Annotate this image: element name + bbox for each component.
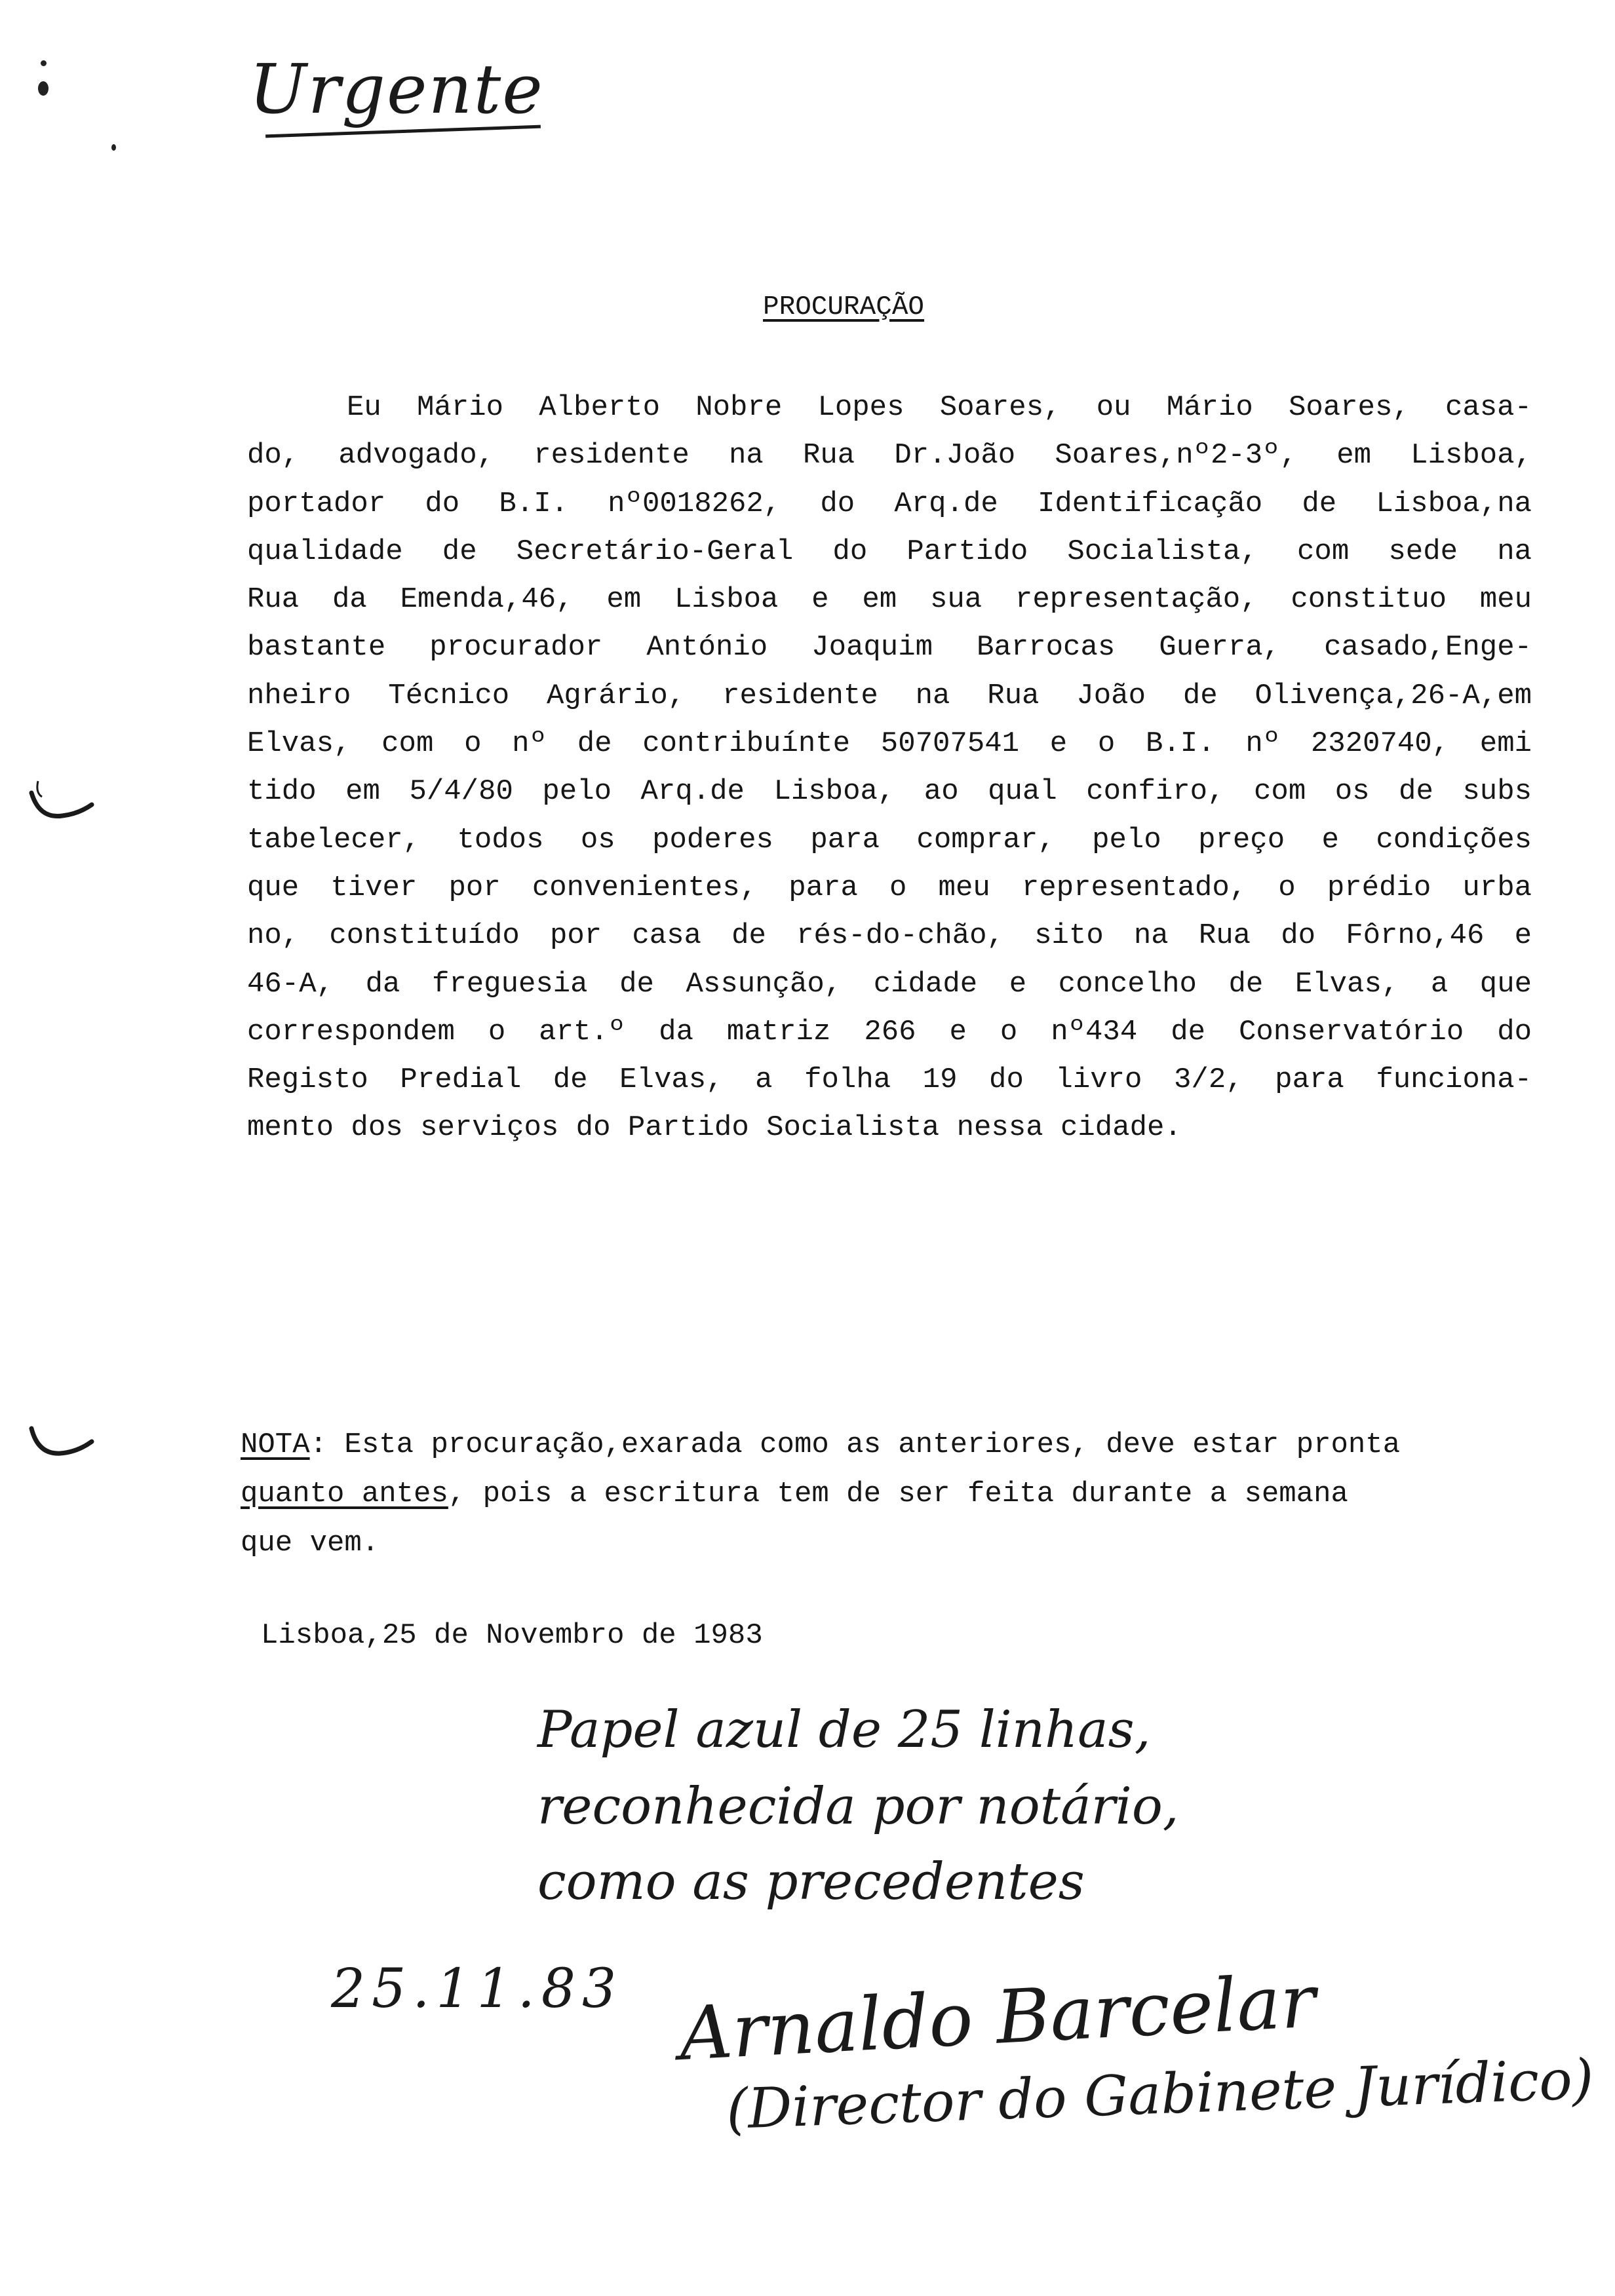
margin-tick-mark <box>26 773 98 832</box>
nota-label: NOTA <box>241 1428 310 1461</box>
body-line: Registo Predial de Elvas, a folha 19 do livro 3/2, para funciona- <box>247 1063 1532 1097</box>
handwritten-date: 25.11.83 <box>331 1958 623 2020</box>
body-line: no, constituído por casa de rés-do-chão, sito na Rua do Fôrno,46 e <box>247 919 1532 953</box>
body-line: correspondem o art.º da matriz 266 e o nº434 de Conservatório do <box>247 1015 1532 1048</box>
nota-line: que vem. <box>241 1527 379 1559</box>
body-line: mento dos serviços do Partido Socialista nessa cidade. <box>247 1111 1182 1145</box>
handwritten-note-line: como as precedentes <box>537 1852 1085 1911</box>
document-title: PROCURAÇÃO <box>763 292 925 322</box>
body-line: tido em 5/4/80 pelo Arq.de Lisboa, ao qual confiro, com os de subs <box>247 775 1532 809</box>
margin-tick-mark <box>26 1415 98 1468</box>
signature: Arnaldo Barcelar <box>677 1959 1318 2077</box>
nota-emphasis: quanto antes <box>241 1478 448 1510</box>
body-line: do, advogado, residente na Rua Dr.João Soares,nº2-3º, em Lisboa, <box>247 439 1532 472</box>
nota-line <box>241 1470 1578 1519</box>
handwritten-urgency-note: Urgente <box>249 49 544 129</box>
handwritten-note-line: Papel azul de 25 linhas, <box>537 1700 1151 1759</box>
body-line: nheiro Técnico Agrário, residente na Rua João de Olivença,26-A,em <box>247 679 1532 712</box>
procuration-body <box>247 384 1532 1153</box>
body-line: bastante procurador António Joaquim Barrocas Guerra, casado,Enge- <box>247 631 1532 664</box>
body-line: Rua da Emenda,46, em Lisboa e em sua representação, constituo meu <box>247 583 1532 617</box>
body-line: portador do B.I. nº0018262, do Arq.de Identificação de Lisboa,na <box>247 487 1532 520</box>
body-line: tabelecer, todos os poderes para comprar, pelo preço e condições <box>247 823 1532 856</box>
body-line: Eu Mário Alberto Nobre Lopes Soares, ou Mário Soares, casa- <box>347 391 1532 424</box>
nota-section <box>241 1421 1578 1568</box>
signatory-role: (Director do Gabinete Jurídico) <box>725 2046 1595 2141</box>
nota-text: , pois a escritura tem de ser feita durante a semana <box>448 1478 1348 1510</box>
margin-dot <box>111 144 116 151</box>
place-date: Lisboa,25 de Novembro de 1983 <box>261 1619 763 1652</box>
body-line: Elvas, com o nº de contribuínte 50707541 e o B.I. nº 2320740, emi <box>247 727 1532 761</box>
nota-text: : Esta procuração,exarada como as anteriores, deve estar pronta <box>309 1428 1401 1461</box>
margin-dot <box>41 60 47 66</box>
body-line: que tiver por convenientes, para o meu representado, o prédio urba <box>247 871 1532 904</box>
body-line: 46-A, da freguesia de Assunção, cidade e concelho de Elvas, a que <box>247 967 1532 1001</box>
body-line: qualidade de Secretário-Geral do Partido Socialista, com sede na <box>247 535 1532 568</box>
nota-line <box>241 1421 1578 1470</box>
handwritten-note-line: reconhecida por notário, <box>537 1777 1179 1836</box>
margin-dot <box>38 81 49 96</box>
